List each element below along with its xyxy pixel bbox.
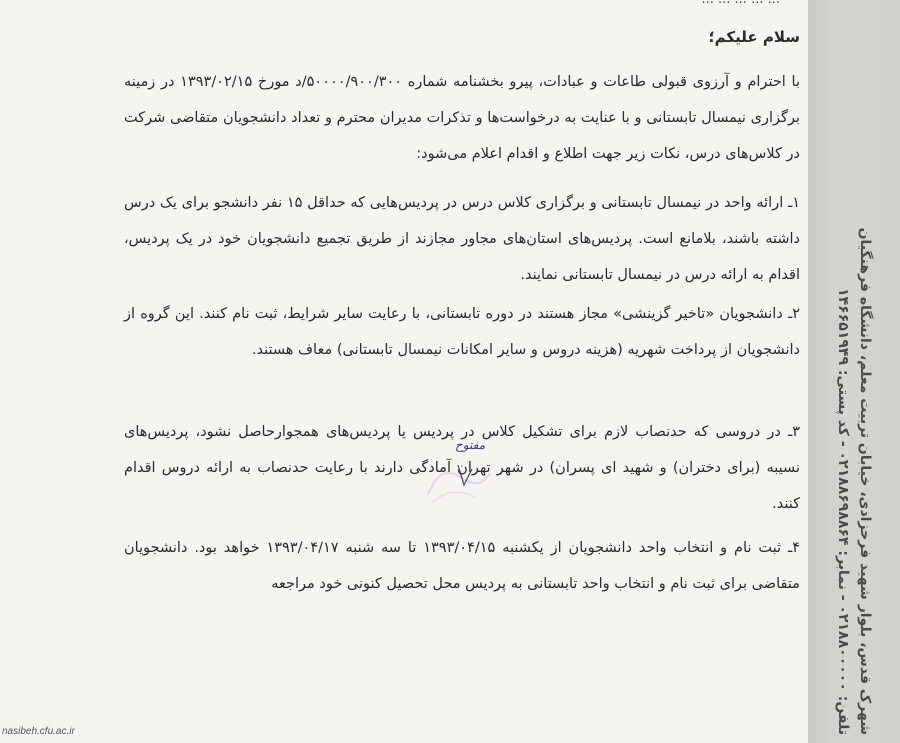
side-phone-line: تلفن: ۰۲۱۸۸۰۰۰۰۰ - نمابر: ۰۲۱۸۸۶۹۸۸۶۴ - کد پستی: ۱۴۶۶۵۱۹۴۹: [835, 288, 851, 735]
letter-item-3: ۳ـ در دروسی که حدنصاب لازم برای تشکیل کلاس در پردیس یا پردیس‌های همجوارحاصل نشود، پردیس‌های نسیبه (برای دختران) و شهید ای پسران) در شهر تهران آمادگی دارند با رعایت حدنصاب به ارائه دروس اقدام کنند.: [124, 424, 800, 512]
site-watermark: nasibeh.cfu.ac.ir: [2, 726, 75, 737]
letter-item-1: ۱ـ ارائه واحد در نیمسال تابستانی و برگزاری کلاس درس در پردیس‌هایی که حداقل ۱۵ نفر دانشجو برای یک درس داشته باشند، بلامانع است. پردیس‌های استان‌های مجاور مجازند از طریق تجمیع دانشجویان خود در یک پردیس، اقدام به ارائه درس در نیمسال تابستانی نمایند.: [124, 195, 801, 283]
letter-item-4: ۴ـ ثبت نام و انتخاب واحد دانشجویان از یکشنبه ۱۳۹۳/۰۴/۱۵ تا سه شنبه ۱۳۹۳/۰۴/۱۷ خواهد بود. دانشجویان متقاضی برای ثبت نام و انتخاب واحد تابستانی به پردیس محل تحصیل کنونی خود مراجعه: [124, 540, 800, 592]
letter-intro-paragraph: با احترام و آرزوی قبولی طاعات و عبادات، پیرو بخشنامه شماره ۵۰۰۰۰/۹۰۰/۳۰۰/د مورخ ۱۳۹۳/۰۲/۱۵ در زمینه برگزاری نیمسال تابستانی و با عنایت به درخواست‌ها و تذکرات مدیران محترم و تعداد دانشجویان متقاضی شرکت در کلاس‌های درس، نکات زیر جهت اطلاع و اقدام اعلام می‌شود:: [124, 74, 800, 162]
letter-item-2: ۲ـ دانشجویان «تاخیر گزینشی» مجاز هستند در دوره تابستانی، با رعایت سایر شرایط، ثبت نام کنند. این گروه از دانشجویان از پرداخت شهریه (هزینه دروس و سایر امکانات نیمسال تابستانی) معاف هستند.: [124, 306, 800, 358]
letterhead-side-strip: [808, 0, 900, 743]
side-strip-address: [808, 0, 900, 743]
cut-off-header-text: [360, 0, 780, 6]
letter-greeting: سلام علیکم؛: [708, 28, 800, 46]
side-address-line: شهرک قدس، بلوار شهید فرحزادی، خیابان تربیت معلم، دانشگاه فرهنگیان: [857, 227, 873, 735]
handwritten-note: مفتوح: [455, 438, 486, 452]
